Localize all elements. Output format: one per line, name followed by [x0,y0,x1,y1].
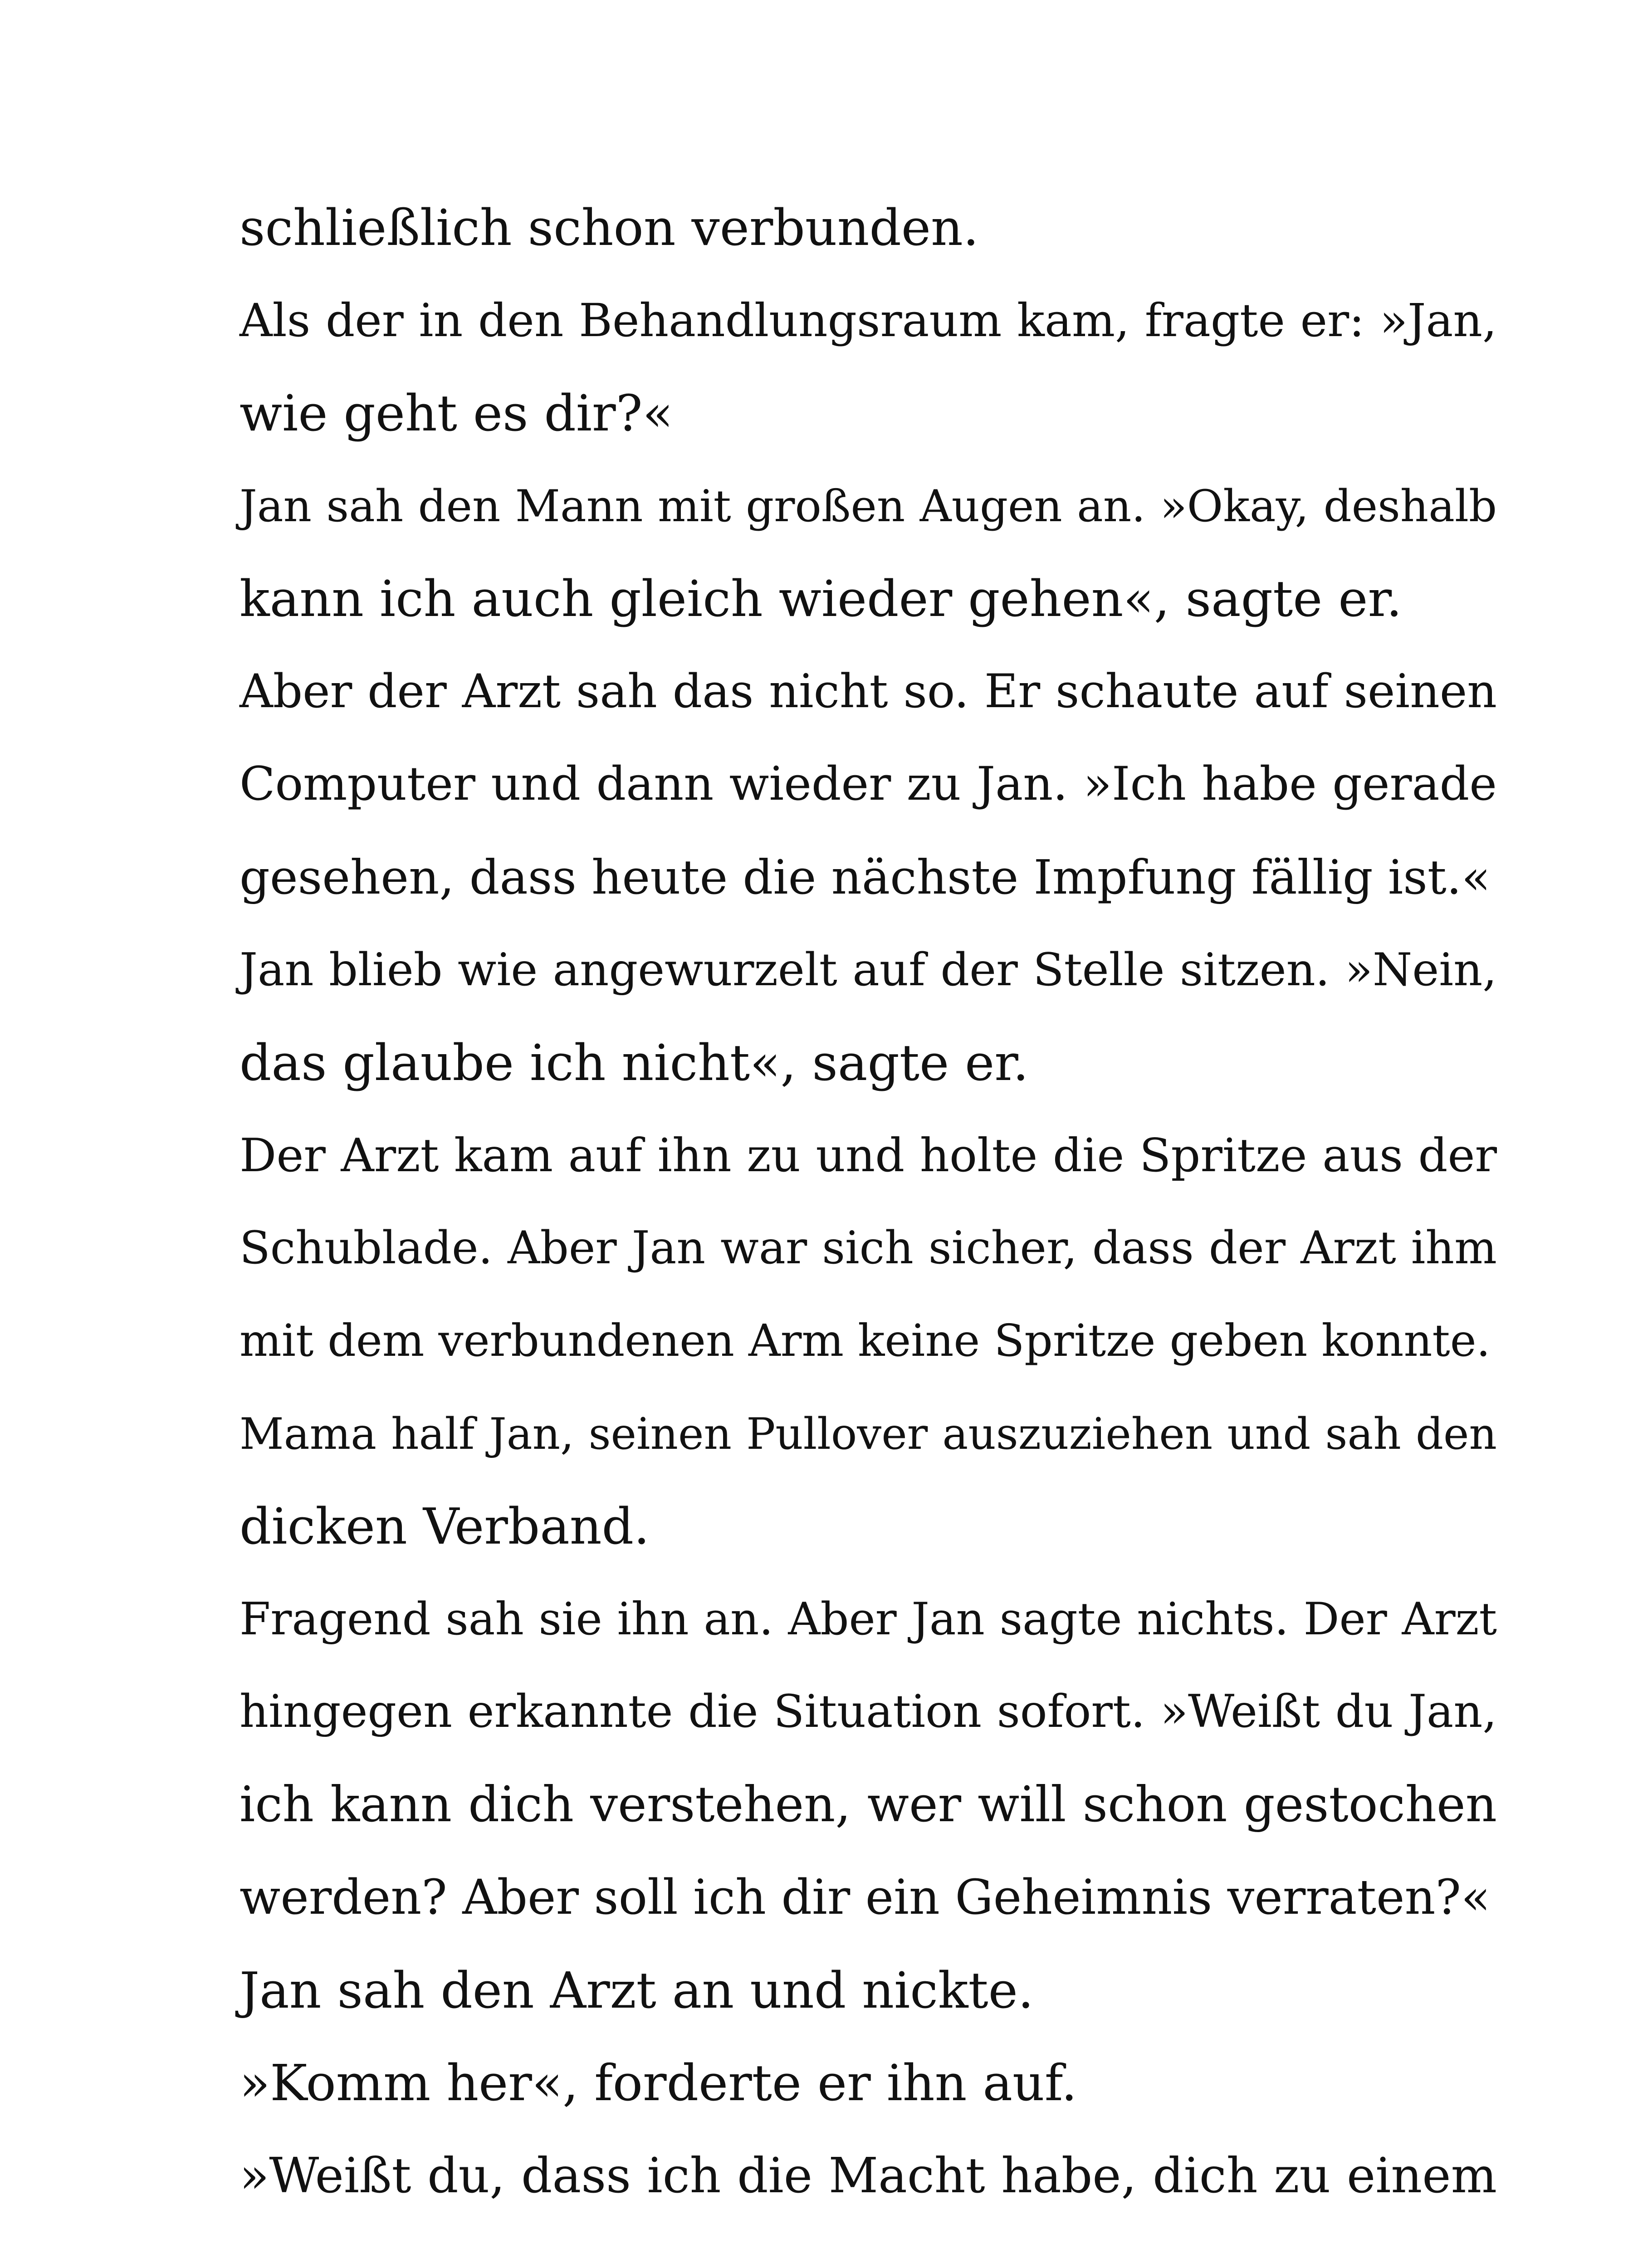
text-line: kann ich auch gleich wieder gehen«, sagte er. [240,570,1402,628]
text-line: Als der in den Behandlungsraum kam, fragte er: »Jan, [240,293,1497,347]
text-line: ich kann dich verstehen, wer will schon gestochen [240,1776,1497,1833]
text-line: werden? Aber soll ich dir ein Geheimnis verraten?« [240,1869,1491,1925]
text-line: hingegen erkannte die Situation sofort. »Weißt du Jan, [240,1686,1497,1738]
body-text [240,181,1497,2222]
text-line: Jan sah den Mann mit großen Augen an. »Okay, deshalb [240,480,1497,532]
text-line: wie geht es dir?« [240,384,673,442]
text-line: dicken Verband. [240,1497,650,1555]
text-line: mit dem verbundenen Arm keine Spritze geben konnte. [240,1315,1491,1367]
text-line: schließlich schon verbunden. [240,199,979,257]
text-line: Computer und dann wieder zu Jan. »Ich habe gerade [240,757,1497,811]
text-line: gesehen, dass heute die nächste Impfung fällig ist.« [240,849,1491,905]
text-line: Der Arzt kam auf ihn zu und holte die Spritze aus der [240,1129,1497,1182]
text-line: Aber der Arzt sah das nicht so. Er schaute auf seinen [240,664,1497,719]
text-line: »Komm her«, forderte er ihn auf. [240,2054,1077,2112]
text-line: Jan sah den Arzt an und nickte. [240,1961,1034,2019]
text-line: Mama half Jan, seinen Pullover auszuziehen und sah den [240,1408,1497,1459]
text-line: »Weißt du, dass ich die Macht habe, dich zu einem [240,2147,1497,2204]
text-line: das glaube ich nicht«, sagte er. [240,1033,1029,1092]
text-line: Jan blieb wie angewurzelt auf der Stelle sitzen. »Nein, [240,943,1497,996]
text-line: Schublade. Aber Jan war sich sicher, dass der Arzt ihm [240,1222,1497,1274]
text-line: Fragend sah sie ihn an. Aber Jan sagte nichts. Der Arzt [240,1593,1497,1645]
